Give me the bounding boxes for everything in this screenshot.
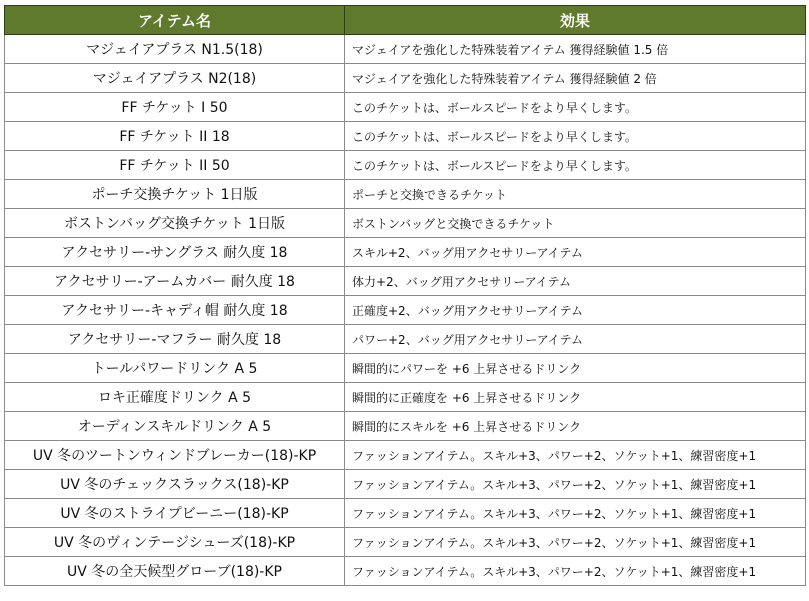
item-effects-table	[4, 5, 806, 586]
item-effect-cell: 瞬間的にパワーを +6 上昇させるドリンク	[345, 354, 806, 383]
item-effect-cell: 瞬間的に正確度を +6 上昇させるドリンク	[345, 383, 806, 412]
effect-column-header: 効果	[345, 6, 806, 35]
item-effect-cell: ボストンバッグと交換できるチケット	[345, 209, 806, 238]
table-row	[5, 441, 806, 470]
table-row	[5, 296, 806, 325]
item-table-container	[4, 5, 805, 586]
item-effect-cell: スキル+2、バッグ用アクセサリーアイテム	[345, 238, 806, 267]
item-name-cell: UV 冬のツートンウィンドブレーカー(18)-KP	[5, 441, 345, 470]
item-effect-cell: このチケットは、ボールスピードをより早くします。	[345, 151, 806, 180]
table-row	[5, 412, 806, 441]
item-effect-cell: ポーチと交換できるチケット	[345, 180, 806, 209]
table-row	[5, 64, 806, 93]
item-effect-cell: このチケットは、ボールスピードをより早くします。	[345, 122, 806, 151]
table-row	[5, 528, 806, 557]
item-effect-cell: ファッションアイテム。スキル+3、パワー+2、ソケット+1、練習密度+1	[345, 470, 806, 499]
table-row	[5, 383, 806, 412]
table-row	[5, 93, 806, 122]
item-name-cell: ロキ正確度ドリンク A 5	[5, 383, 345, 412]
item-name-cell: ポーチ交換チケット 1日版	[5, 180, 345, 209]
item-name-cell: UV 冬のストライプビーニー(18)-KP	[5, 499, 345, 528]
item-name-cell: アクセサリー-キャディ帽 耐久度 18	[5, 296, 345, 325]
table-row	[5, 354, 806, 383]
item-name-cell: FF チケット II 50	[5, 151, 345, 180]
table-row	[5, 325, 806, 354]
item-name-cell: FF チケット II 18	[5, 122, 345, 151]
table-row	[5, 267, 806, 296]
table-header	[5, 6, 806, 35]
table-body	[5, 35, 806, 586]
item-effect-cell: ファッションアイテム。スキル+3、パワー+2、ソケット+1、練習密度+1	[345, 528, 806, 557]
item-name-cell: UV 冬のヴィンテージシューズ(18)-KP	[5, 528, 345, 557]
item-effect-cell: 体力+2、バッグ用アクセサリーアイテム	[345, 267, 806, 296]
item-name-cell: マジェイアプラス N2(18)	[5, 64, 345, 93]
item-name-cell: アクセサリー-アームカバー 耐久度 18	[5, 267, 345, 296]
header-row	[5, 6, 806, 35]
table-row	[5, 122, 806, 151]
table-row	[5, 557, 806, 586]
table-row	[5, 499, 806, 528]
table-row	[5, 35, 806, 64]
item-name-cell: マジェイアプラス N1.5(18)	[5, 35, 345, 64]
item-effect-cell: マジェイアを強化した特殊装着アイテム 獲得経験値 1.5 倍	[345, 35, 806, 64]
item-name-cell: UV 冬のチェックスラックス(18)-KP	[5, 470, 345, 499]
item-name-cell: UV 冬の全天候型グローブ(18)-KP	[5, 557, 345, 586]
item-effect-cell: 瞬間的にスキルを +6 上昇させるドリンク	[345, 412, 806, 441]
table-row	[5, 209, 806, 238]
table-row	[5, 238, 806, 267]
item-name-column-header: アイテム名	[5, 6, 345, 35]
item-name-cell: FF チケット I 50	[5, 93, 345, 122]
item-effect-cell: マジェイアを強化した特殊装着アイテム 獲得経験値 2 倍	[345, 64, 806, 93]
item-effect-cell: 正確度+2、バッグ用アクセサリーアイテム	[345, 296, 806, 325]
item-effect-cell: ファッションアイテム。スキル+3、パワー+2、ソケット+1、練習密度+1	[345, 557, 806, 586]
item-name-cell: ボストンバッグ交換チケット 1日版	[5, 209, 345, 238]
item-effect-cell: このチケットは、ボールスピードをより早くします。	[345, 93, 806, 122]
item-effect-cell: ファッションアイテム。スキル+3、パワー+2、ソケット+1、練習密度+1	[345, 441, 806, 470]
item-name-cell: オーディンスキルドリンク A 5	[5, 412, 345, 441]
item-effect-cell: ファッションアイテム。スキル+3、パワー+2、ソケット+1、練習密度+1	[345, 499, 806, 528]
table-row	[5, 470, 806, 499]
table-row	[5, 151, 806, 180]
item-name-cell: トールパワードリンク A 5	[5, 354, 345, 383]
table-row	[5, 180, 806, 209]
item-name-cell: アクセサリー-サングラス 耐久度 18	[5, 238, 345, 267]
item-effect-cell: パワー+2、バッグ用アクセサリーアイテム	[345, 325, 806, 354]
item-name-cell: アクセサリー-マフラー 耐久度 18	[5, 325, 345, 354]
